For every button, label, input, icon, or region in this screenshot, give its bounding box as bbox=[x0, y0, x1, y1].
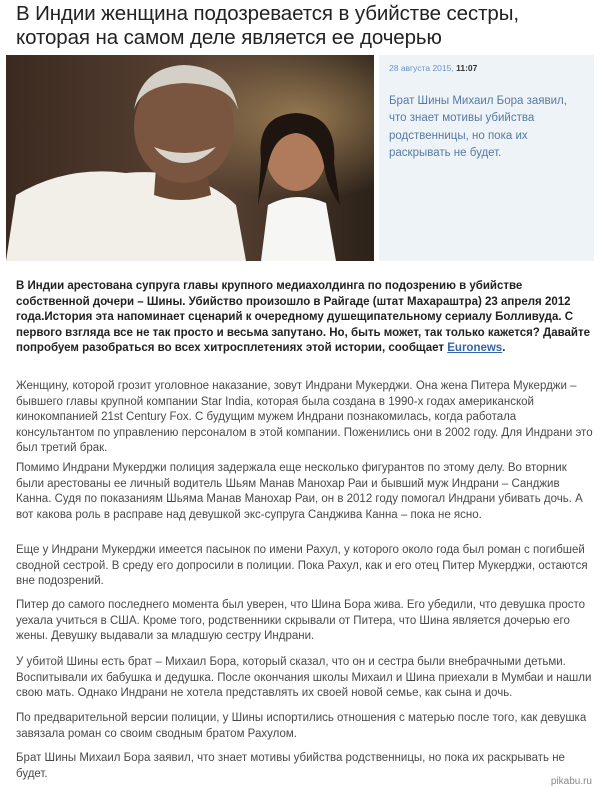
pikabu-watermark: pikabu.ru bbox=[550, 776, 592, 787]
article-paragraph-3: Еще у Индрани Мукерджи имеется пасынок по имени Рахул, у которого около года был роман с погибшей сводной сестрой. В среду его допросили в полиции. Пока Рахул, как и его отец Питер Мукерджи, остаются вне подозрений. bbox=[16, 544, 588, 588]
publish-time: 11:07 bbox=[456, 63, 478, 73]
article-intro bbox=[16, 279, 596, 357]
intro-text: В Индии арестована супруга главы крупного медиахолдинга по подозрению в убийстве собственной дочери – Шины. Убийство произошло в Райгаде (штат Махараштра) 23 апреля 2012 года.История эта напоминает сценарий к очередному душещипательному сериалу Болливуда. С первого взгляда все не так просто и весьма запутано. Но, быть может, так только кажется? Давайте попробуем разобраться во всех хитросплетениях этой истории, сообщает bbox=[16, 280, 591, 355]
article-paragraph-1: Женщину, которой грозит уголовное наказание, зовут Индрани Мукерджи. Она жена Питера Мукерджи – бывшего главы крупной компании Star India, которая была создана в 1990-х годах американской кинокомпанией 21st Century Fox. С будущим мужем Индрани познакомилась, когда работала консультантом по управлению персоналом в этой компании. Поженились они в 2002 году. Для Индрани это был третий брак. bbox=[16, 380, 593, 455]
article-side-panel bbox=[379, 55, 594, 261]
article-paragraph-5: У убитой Шины есть брат – Михаил Бора, который сказал, что он и сестра были внебрачными детьми. Воспитывали их бабушка и дедушка. После окончания школы Михаил и Шина приехали в Мумбаи и нашли свою мать. Однако Индрани не хотела представлять их своей новой семье, как сына и дочь. bbox=[16, 656, 592, 700]
article-paragraph-4: Питер до самого последнего момента был уверен, что Шина Бора жива. Его убедили, что девушка просто уехала учиться в США. Кроме того, родственники скрывали от Питера, что Шина является дочерью его жены. Девушку выдавали за младшую сестру Индрани. bbox=[16, 599, 586, 643]
article-photo bbox=[6, 55, 374, 261]
side-lead-text: Брат Шины Михаил Бора заявил, что знает мотивы убийства родственницы, но пока их раскрывать не будет. bbox=[389, 95, 567, 159]
intro-end: . bbox=[502, 342, 506, 355]
article-paragraph-2: Помимо Индрани Мукерджи полиция задержала еще несколько фигурантов по этому делу. Во вторник были арестованы ее личный водитель Шьям Манав Манохар Раи и бывший муж Индрани – Санджив Канна. Судя по показаниям Шьяма Манав Манохар Раи, он в 2012 году помогал Индрани убивать дочь. А вот какова роль в расправе над девушкой экс-супруга Санджива Канна – пока не ясно. bbox=[16, 462, 583, 521]
article-headline: В Индии женщина подозревается в убийстве сестры, которая на самом деле является ее дочерью bbox=[16, 2, 519, 49]
publish-date: 28 августа 2015, 11:07 bbox=[389, 63, 478, 73]
source-link-euronews[interactable]: Euronews bbox=[447, 342, 503, 355]
article-paragraph-7: Брат Шины Михаил Бора заявил, что знает мотивы убийства родственницы, но пока их раскрывать не будет. bbox=[16, 752, 565, 780]
article-paragraph-6: По предварительной версии полиции, у Шины испортились отношения с матерью после того, как девушка завязала роман со своим сводным братом Рахулом. bbox=[16, 712, 587, 740]
photo-image bbox=[6, 55, 374, 261]
